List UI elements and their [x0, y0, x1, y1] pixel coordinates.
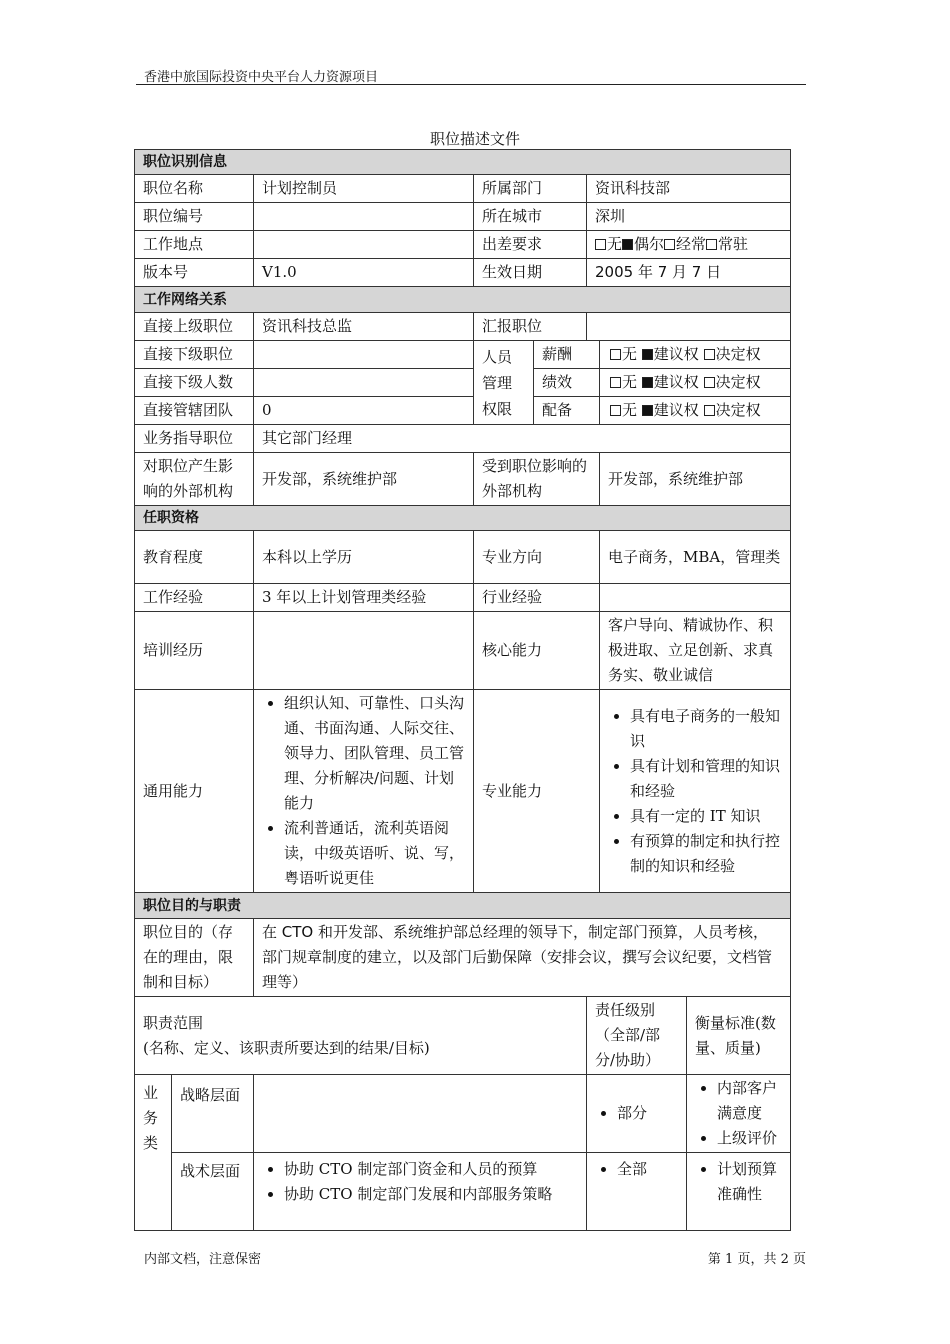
external-influence-label: 对职位产生影响的外部机构: [135, 453, 254, 506]
core-ability-value: 客户导向、精诚协作、积极进取、立足创新、求真务实、敬业诚信: [600, 612, 791, 690]
authority-label-line: 人员: [482, 347, 513, 366]
major-value: 电子商务，MBA，管理类: [600, 531, 791, 584]
travel-option-occasional: 偶尔: [634, 235, 665, 253]
travel-options: [587, 231, 791, 259]
checkbox-empty-icon: [706, 239, 717, 250]
list-item: • 内部客户满意度: [717, 1076, 782, 1126]
position-code-label: 职位编号: [135, 203, 254, 231]
team-value: 0: [254, 397, 474, 425]
job-description-table: [134, 149, 791, 1231]
option-suggest: 建议权: [653, 373, 699, 391]
checkbox-empty-icon: [610, 405, 621, 416]
footer-page-number: 第 1 页，共 2 页: [707, 1252, 806, 1267]
training-value: [254, 612, 474, 690]
city-value: 深圳: [587, 203, 791, 231]
travel-option-none: 无: [607, 235, 623, 253]
level-header: 责任级别（全部/部分/协助）: [587, 997, 687, 1075]
education-value: 本科以上学历: [254, 531, 474, 584]
subordinate-value: [254, 341, 474, 369]
pro-ability-label: 专业能力: [474, 690, 600, 893]
subordinate-count-value: [254, 369, 474, 397]
checkbox-empty-icon: [704, 349, 715, 360]
authority-options-performance: [600, 369, 791, 397]
strategic-measures: [687, 1075, 791, 1153]
checkbox-empty-icon: [610, 377, 621, 388]
position-code-value: [254, 203, 474, 231]
authority-label-line: 权限: [482, 399, 513, 418]
option-suggest: 建议权: [653, 345, 699, 363]
team-label: 直接管辖团队: [135, 397, 254, 425]
authority-item-performance: 绩效: [534, 369, 600, 397]
experience-label: 工作经验: [135, 584, 254, 612]
effective-date-label: 生效日期: [474, 259, 587, 287]
checkbox-checked-icon: [642, 405, 653, 416]
version-value: V1.0: [254, 259, 474, 287]
industry-value: [600, 584, 791, 612]
subordinate-label: 直接下级职位: [135, 341, 254, 369]
header-org: 香港中旅国际投资中央平台人力资源项目: [144, 70, 379, 85]
industry-label: 行业经验: [474, 584, 600, 612]
travel-option-often: 经常: [676, 235, 707, 253]
checkbox-checked-icon: [642, 377, 653, 388]
section-identity: 职位识别信息: [135, 150, 791, 175]
option-none: 无: [622, 345, 638, 363]
purpose-label: 职位目的（存在的理由，限制和目标）: [135, 919, 254, 997]
superior-label: 直接上级职位: [135, 313, 254, 341]
report-value: [587, 313, 791, 341]
version-label: 版本号: [135, 259, 254, 287]
list-item: • 有预算的制定和执行控制的知识和经验: [630, 829, 782, 879]
authority-item-salary: 薪酬: [534, 341, 600, 369]
checkbox-empty-icon: [610, 349, 621, 360]
list-item: • 具有一定的 IT 知识: [630, 804, 782, 829]
option-suggest: 建议权: [653, 401, 699, 419]
authority-label: [474, 341, 534, 425]
checkbox-checked-icon: [642, 349, 653, 360]
option-decide: 决定权: [715, 373, 761, 391]
strategic-label: 战略层面: [172, 1075, 254, 1153]
training-label: 培训经历: [135, 612, 254, 690]
option-decide: 决定权: [715, 345, 761, 363]
travel-option-resident: 常驻: [718, 235, 749, 253]
section-purpose: 职位目的与职责: [135, 893, 791, 919]
authority-options-staffing: [600, 397, 791, 425]
strategic-duties: [254, 1075, 587, 1153]
pro-ability-list: [600, 690, 791, 893]
list-item: • 计划预算准确性: [717, 1157, 782, 1207]
list-item: • 部分: [617, 1101, 678, 1126]
checkbox-empty-icon: [664, 239, 675, 250]
option-none: 无: [622, 373, 638, 391]
authority-label-line: 管理: [482, 373, 513, 392]
subordinate-count-label: 直接下级人数: [135, 369, 254, 397]
strategic-level: [587, 1075, 687, 1153]
external-influence-value: 开发部，系统维护部: [254, 453, 474, 506]
guide-label: 业务指导职位: [135, 425, 254, 453]
work-location-label: 工作地点: [135, 231, 254, 259]
tactical-level: [587, 1153, 687, 1231]
list-item: • 上级评价: [717, 1126, 782, 1151]
tactical-duties: [254, 1153, 587, 1231]
list-item: • 具有计划和管理的知识和经验: [630, 754, 782, 804]
department-value: 资讯科技部: [587, 175, 791, 203]
department-label: 所属部门: [474, 175, 587, 203]
general-ability-label: 通用能力: [135, 690, 254, 893]
position-name-value: 计划控制员: [254, 175, 474, 203]
experience-value: 3 年以上计划管理类经验: [254, 584, 474, 612]
section-network: 工作网络关系: [135, 287, 791, 313]
affected-value: 开发部，系统维护部: [600, 453, 791, 506]
option-decide: 决定权: [715, 401, 761, 419]
work-location-value: [254, 231, 474, 259]
authority-options-salary: [600, 341, 791, 369]
section-qualification: 任职资格: [135, 506, 791, 531]
affected-label: 受到职位影响的外部机构: [474, 453, 600, 506]
business-category-label: 业务类: [135, 1075, 172, 1231]
doc-title: 职位描述文件: [429, 130, 520, 148]
list-item: • 协助 CTO 制定部门资金和人员的预算: [284, 1157, 578, 1182]
travel-label: 出差要求: [474, 231, 587, 259]
scope-title: 职责范围: [143, 1013, 204, 1032]
tactical-measures: [687, 1153, 791, 1231]
city-label: 所在城市: [474, 203, 587, 231]
authority-item-staffing: 配备: [534, 397, 600, 425]
tactical-label: 战术层面: [172, 1153, 254, 1231]
checkbox-empty-icon: [595, 239, 606, 250]
scope-header: [135, 997, 587, 1075]
list-item: • 协助 CTO 制定部门发展和内部服务策略: [284, 1182, 578, 1207]
major-label: 专业方向: [474, 531, 600, 584]
general-ability-list: [254, 690, 474, 893]
checkbox-empty-icon: [704, 405, 715, 416]
checkbox-empty-icon: [704, 377, 715, 388]
checkbox-checked-icon: [622, 239, 633, 250]
report-label: 汇报职位: [474, 313, 587, 341]
measure-header: 衡量标准(数量、质量): [687, 997, 791, 1075]
list-item: • 组织认知、可靠性、口头沟通、书面沟通、人际交往、领导力、团队管理、员工管理、分析解决/问题、计划能力: [284, 691, 465, 816]
list-item: • 全部: [617, 1157, 678, 1182]
purpose-value: 在 CTO 和开发部、系统维护部总经理的领导下，制定部门预算，人员考核，部门规章制度的建立，以及部门后勤保障（安排会议，撰写会议纪要，文档管理等）: [254, 919, 791, 997]
scope-subtitle: (名称、定义、该职责所要达到的结果/目标): [143, 1038, 430, 1057]
list-item: • 具有电子商务的一般知识: [630, 704, 782, 754]
education-label: 教育程度: [135, 531, 254, 584]
header-rule: [136, 84, 806, 85]
effective-date-value: 2005 年 7 月 7 日: [587, 259, 791, 287]
list-item: • 流利普通话，流利英语阅读，中级英语听、说、写，粤语听说更佳: [284, 816, 465, 891]
position-name-label: 职位名称: [135, 175, 254, 203]
footer-confidential: 内部文档，注意保密: [144, 1252, 262, 1267]
core-ability-label: 核心能力: [474, 612, 600, 690]
superior-value: 资讯科技总监: [254, 313, 474, 341]
option-none: 无: [622, 401, 638, 419]
guide-value: 其它部门经理: [254, 425, 791, 453]
